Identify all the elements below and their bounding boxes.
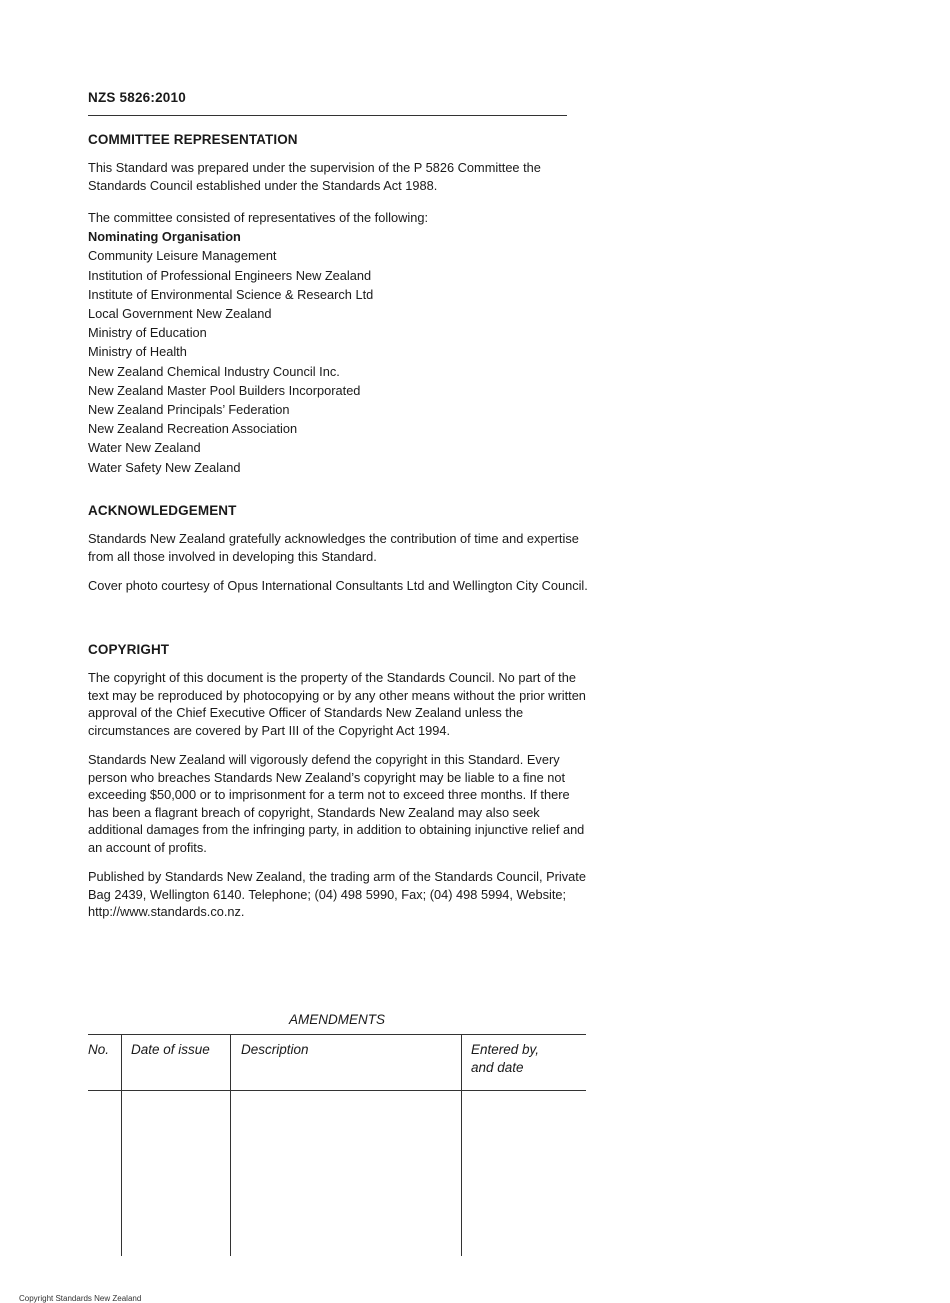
standard-number: NZS 5826:2010 (88, 90, 186, 105)
entered-by-line-2: and date (471, 1060, 524, 1075)
table-top-rule (88, 1034, 586, 1035)
copyright-heading: COPYRIGHT (88, 642, 170, 657)
organisation-item: Ministry of Education (88, 325, 207, 341)
column-header-date-of-issue: Date of issue (131, 1042, 210, 1057)
acknowledgement-para-1: Standards New Zealand gratefully acknowledges the contribution of time and expertise from all those involved in developing this Standard. (88, 531, 579, 564)
acknowledgement-heading: ACKNOWLEDGEMENT (88, 503, 237, 518)
committee-heading: COMMITTEE REPRESENTATION (88, 132, 298, 147)
organisation-item: New Zealand Recreation Association (88, 421, 298, 437)
organisation-item: Institute of Environmental Science & Research Ltd (88, 286, 374, 302)
table-column-divider (230, 1034, 231, 1256)
amendments-title: AMENDMENTS (288, 1012, 385, 1027)
column-header-entered-by (471, 1041, 539, 1077)
entered-by-line-1: Entered by, (471, 1042, 540, 1057)
copyright-para-2: Standards New Zealand will vigorously defend the copyright in this Standard. Every person who breaches Standards New Zealand’s copyright may be liable to a fine not exceeding $50,000 or to imprisonment for a term not to exceed three months. If there has been a flagrant breach of copyright, Standards New Zealand may also seek additional damages from the infringing party, in addition to obtaining injunctive relief and an account of profits. (88, 752, 585, 855)
header-rule (88, 115, 567, 116)
organisation-item: New Zealand Principals’ Federation (88, 402, 290, 418)
organisation-item: Community Leisure Management (88, 248, 277, 264)
copyright-footer: Copyright Standards New Zealand (19, 1294, 142, 1303)
organisation-item: Institution of Professional Engineers New Zealand (88, 267, 372, 283)
organisation-item: Water New Zealand (88, 440, 201, 456)
organisation-item: New Zealand Chemical Industry Council Inc. (88, 363, 340, 379)
committee-consisted: The committee consisted of representatives of the following: (88, 210, 428, 225)
committee-list (88, 208, 588, 477)
organisation-item: Local Government New Zealand (88, 306, 272, 322)
table-header-rule (88, 1090, 586, 1091)
organisation-item: New Zealand Master Pool Builders Incorporated (88, 382, 361, 398)
committee-intro: This Standard was prepared under the supervision of the P 5826 Committee the Standards Council established under the Standards Act 1988. (88, 160, 541, 193)
table-column-divider (121, 1034, 122, 1256)
organisation-item: Water Safety New Zealand (88, 459, 241, 475)
column-header-no: No. (88, 1042, 110, 1057)
acknowledgement-para-2: Cover photo courtesy of Opus International Consultants Ltd and Wellington City Council. (88, 578, 588, 593)
amendments-table (88, 1034, 586, 1256)
nominating-organisation-heading: Nominating Organisation (88, 229, 241, 245)
copyright-para-1: The copyright of this document is the property of the Standards Council. No part of the text may be reproduced by photocopying or by any other means without the prior written approval of the Chief Executive Officer of Standards New Zealand unless the circumstances are covered by Part III of the Copyright Act 1994. (88, 670, 586, 738)
copyright-para-3: Published by Standards New Zealand, the trading arm of the Standards Council, Private Bag 2439, Wellington 6140. Telephone; (04) 498 5990, Fax; (04) 498 5994, Website; http://www.standards.co.nz. (88, 869, 586, 920)
organisation-item: Ministry of Health (88, 344, 187, 360)
column-header-description: Description (241, 1042, 309, 1057)
table-column-divider (461, 1034, 462, 1256)
